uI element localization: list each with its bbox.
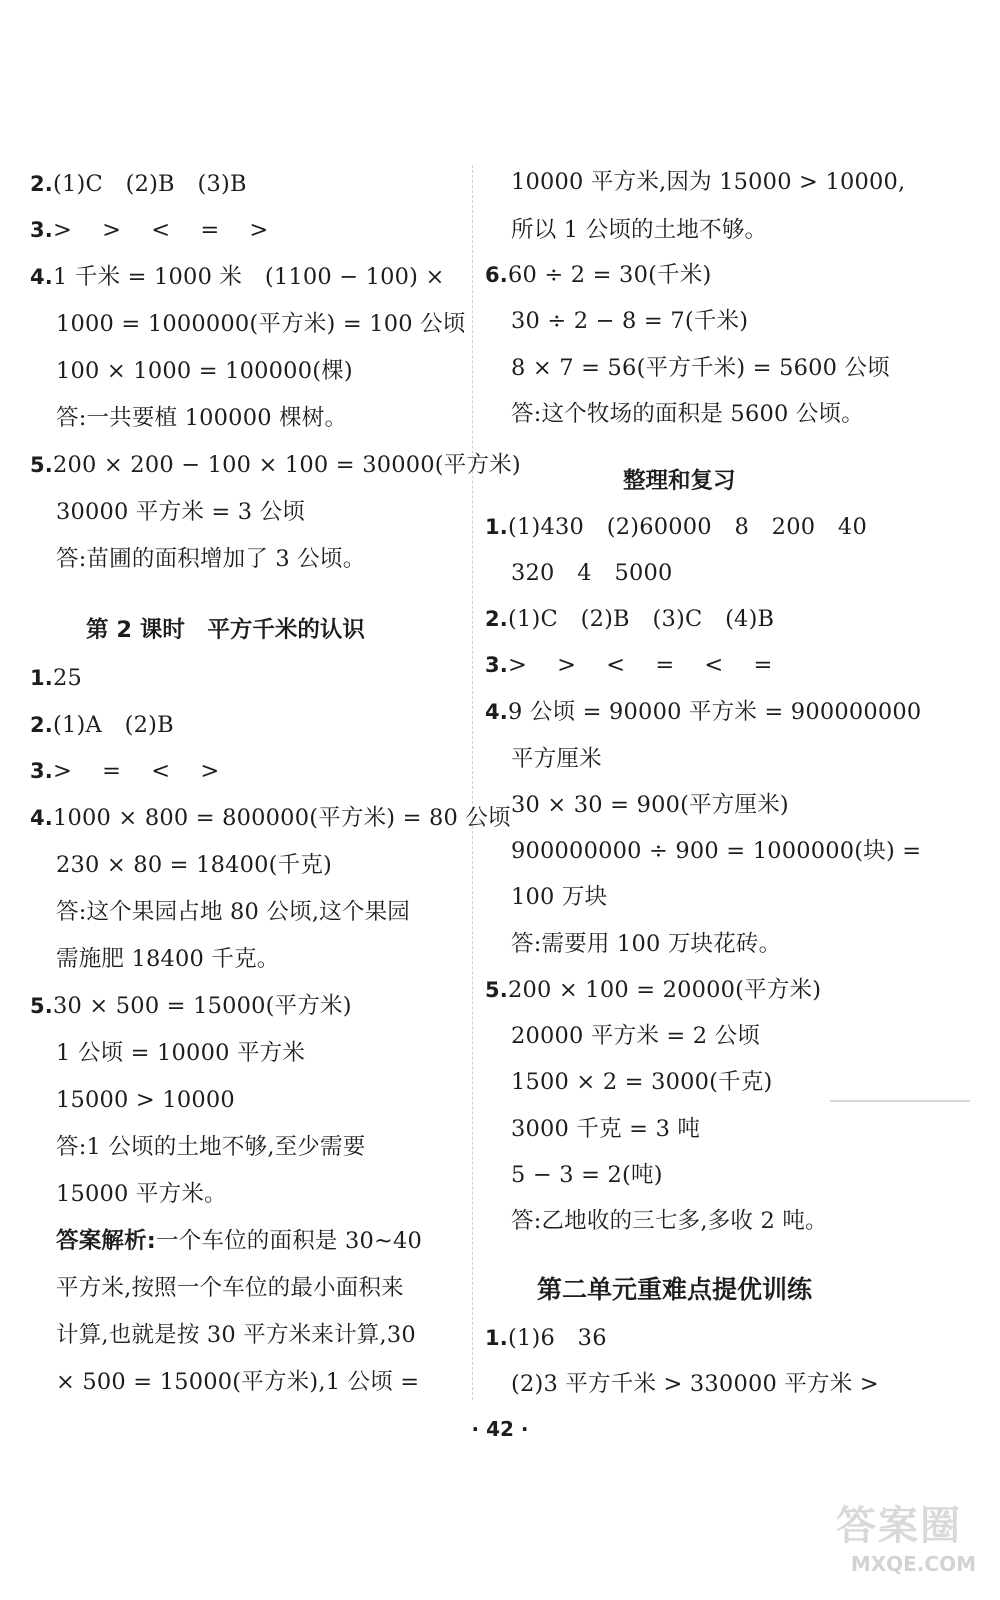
answer-line — [485, 511, 867, 543]
answer-line: 900000000 ÷ 900 = 1000000(块) = — [511, 838, 922, 864]
answer-line: 答:乙地收的三七多,多收 2 吨。 — [511, 1208, 828, 1234]
analysis-line: 计算,也就是按 30 平方米来计算,30 — [56, 1322, 416, 1348]
section-heading: 整理和复习 — [623, 468, 736, 494]
analysis-line — [56, 1225, 422, 1257]
watermark-logo — [812, 1490, 982, 1580]
answer-line: 230 × 80 = 18400(千克) — [56, 852, 333, 878]
answer-text: (1)C (2)B (3)C (4)B — [508, 606, 775, 632]
answer-line: 1000 = 1000000(平方米) = 100 公顷 — [56, 311, 466, 337]
answer-line: 30000 平方米 = 3 公顷 — [56, 499, 306, 525]
answer-text: > = < > — [53, 758, 220, 784]
answer-text: 200 × 100 = 20000(平方米) — [508, 977, 822, 1003]
answer-line — [30, 802, 511, 834]
answer-line — [30, 709, 174, 741]
answer-text: (1)430 (2)60000 8 200 40 — [508, 514, 867, 540]
answer-line: 平方厘米 — [511, 746, 602, 772]
answer-text: (1)A (2)B — [53, 712, 174, 738]
answer-text: 9 公顷 = 90000 平方米 = 900000000 — [508, 699, 922, 725]
answer-text: 30 × 500 = 15000(平方米) — [53, 993, 352, 1019]
analysis-text: 一个车位的面积是 30~40 — [156, 1228, 423, 1254]
watermark-url: MXQE.COM — [850, 1552, 976, 1576]
answer-line: (2)3 平方千米 > 330000 平方米 > — [511, 1371, 879, 1397]
page-number: · 42 · — [471, 1417, 529, 1441]
answer-line — [485, 974, 821, 1006]
answer-line — [30, 662, 82, 694]
answer-text: > > < = < = — [508, 652, 773, 678]
item-number: 4. — [30, 806, 53, 830]
answer-line: 10000 平方米,因为 15000 > 10000, — [511, 169, 906, 195]
answer-line: 答:这个牧场的面积是 5600 公顷。 — [511, 401, 864, 427]
answer-line — [485, 696, 921, 728]
answer-line: 所以 1 公顷的土地不够。 — [511, 217, 768, 243]
answer-line: 答:苗圃的面积增加了 3 公顷。 — [56, 546, 366, 572]
answer-text: > > < = > — [53, 217, 269, 243]
answer-line — [485, 1322, 607, 1354]
section-heading: 第二单元重难点提优训练 — [537, 1275, 813, 1304]
answer-line — [30, 755, 219, 787]
answer-text: 1000 × 800 = 800000(平方米) = 80 公顷 — [53, 805, 511, 831]
answer-line: 20000 平方米 = 2 公顷 — [511, 1023, 761, 1049]
item-number: 1. — [30, 666, 53, 690]
answer-line — [30, 168, 247, 200]
answer-line: 100 × 1000 = 100000(棵) — [56, 358, 353, 384]
answer-text: 25 — [53, 665, 83, 691]
answer-text: (1)C (2)B (3)B — [53, 171, 247, 197]
item-number: 1. — [485, 515, 508, 539]
answer-text: 60 ÷ 2 = 30(千米) — [508, 262, 712, 288]
answer-text: 200 × 200 − 100 × 100 = 30000(平方米) — [53, 452, 521, 478]
answer-line: 8 × 7 = 56(平方千米) = 5600 公顷 — [511, 355, 890, 381]
answer-line: 15000 > 10000 — [56, 1087, 235, 1113]
item-number: 5. — [30, 994, 53, 1018]
answer-line: 30 ÷ 2 − 8 = 7(千米) — [511, 308, 749, 334]
answer-line: 15000 平方米。 — [56, 1181, 227, 1207]
analysis-line: 平方米,按照一个车位的最小面积来 — [56, 1275, 404, 1301]
answer-line — [30, 261, 445, 293]
answer-line — [30, 990, 352, 1022]
answer-line: 5 − 3 = 2(吨) — [511, 1162, 663, 1188]
item-number: 6. — [485, 263, 508, 287]
watermark-text: 答案圈 — [836, 1503, 962, 1549]
answer-line: 答:1 公顷的土地不够,至少需要 — [56, 1134, 366, 1160]
item-number: 3. — [485, 653, 508, 677]
answer-line — [30, 214, 268, 246]
analysis-line: × 500 = 15000(平方米),1 公顷 = — [56, 1369, 420, 1395]
answer-line — [485, 603, 774, 635]
answer-line: 答:这个果园占地 80 公顷,这个果园 — [56, 899, 410, 925]
answer-line: 答:一共要植 100000 棵树。 — [56, 405, 348, 431]
answer-line: 100 万块 — [511, 884, 608, 910]
answer-line: 答:需要用 100 万块花砖。 — [511, 931, 782, 957]
item-number: 5. — [30, 453, 53, 477]
item-number: 5. — [485, 978, 508, 1002]
item-number: 2. — [485, 607, 508, 631]
answer-line: 1 公顷 = 10000 平方米 — [56, 1040, 306, 1066]
answer-line — [485, 259, 711, 291]
answer-line: 320 4 5000 — [511, 560, 673, 586]
analysis-label: 答案解析: — [56, 1228, 156, 1254]
answer-text: 1 千米 = 1000 米 (1100 − 100) × — [53, 264, 445, 290]
item-number: 2. — [30, 713, 53, 737]
answer-line: 需施肥 18400 千克。 — [56, 946, 280, 972]
scan-mark — [830, 1100, 970, 1102]
item-number: 1. — [485, 1326, 508, 1350]
answer-text: (1)6 36 — [508, 1325, 607, 1351]
answer-line: 30 × 30 = 900(平方厘米) — [511, 792, 789, 818]
item-number: 3. — [30, 759, 53, 783]
item-number: 4. — [30, 265, 53, 289]
item-number: 3. — [30, 218, 53, 242]
answer-line — [30, 449, 521, 481]
item-number: 2. — [30, 172, 53, 196]
answer-line: 1500 × 2 = 3000(千克) — [511, 1069, 773, 1095]
answer-line — [485, 649, 773, 681]
section-heading: 第 2 课时 平方千米的认识 — [86, 617, 365, 643]
answer-line: 3000 千克 = 3 吨 — [511, 1116, 701, 1142]
column-divider — [472, 165, 473, 1400]
item-number: 4. — [485, 700, 508, 724]
